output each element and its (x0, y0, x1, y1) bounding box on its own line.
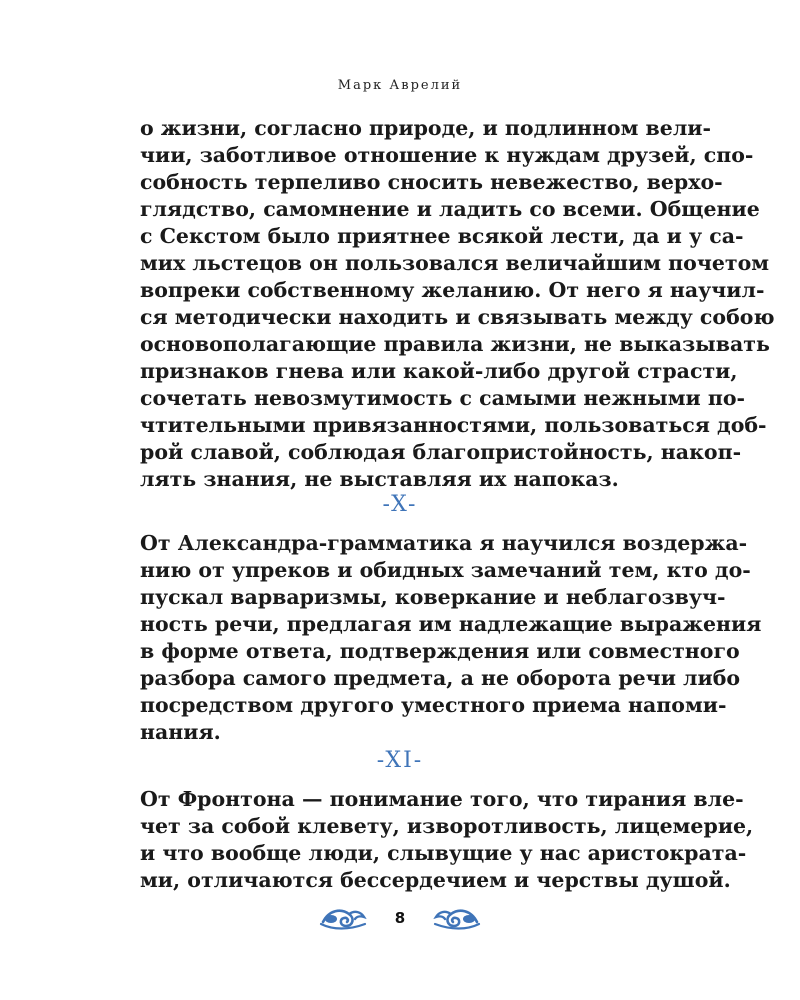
text-line: ность речи, предлагая им надлежащие выражения (140, 612, 762, 636)
flourish-right-icon (433, 904, 481, 932)
page-number: 8 (394, 909, 406, 927)
paragraph-2 (140, 530, 762, 746)
text-line: о жизни, согласно природе, и подлинном вели- (140, 116, 711, 140)
text-line: рой славой, соблюдая благопристойность, накоп- (140, 440, 742, 464)
text-line: пускал варваризмы, коверкание и неблагозвуч- (140, 585, 726, 609)
section-heading-xi: -XI- (376, 748, 424, 773)
section-heading-x: -X- (382, 492, 418, 517)
text-line: глядство, самомнение и ладить со всеми. Общение (140, 197, 760, 221)
text-line: признаков гнева или какой-либо другой страсти, (140, 359, 738, 383)
text-line: собность терпеливо сносить невежество, верхо- (140, 170, 723, 194)
text-line: нания. (140, 720, 221, 744)
text-line: чет за собой клевету, изворотливость, лицемерие, (140, 814, 754, 838)
text-line: мих льстецов он пользовался величайшим почетом (140, 251, 770, 275)
text-line: в форме ответа, подтверждения или совместного (140, 639, 740, 663)
text-line: ся методически находить и связывать между собою (140, 305, 775, 329)
running-header: Марк Аврелий (337, 78, 463, 93)
paragraph-3 (140, 786, 754, 894)
text-line: разбора самого предмета, а не оборота речи либо (140, 666, 741, 690)
text-line: От Александра-грамматика я научился воздержа- (140, 531, 748, 555)
text-line: нию от упреков и обидных замечаний тем, кто до- (140, 558, 751, 582)
text-line: ми, отличаются бессердечием и черствы душой. (140, 868, 731, 892)
text-line: лять знания, не выставляя их напоказ. (140, 467, 619, 491)
text-line: вопреки собственному желанию. От него я научил- (140, 278, 765, 302)
page-footer (0, 900, 800, 936)
paragraph-1 (140, 115, 775, 493)
text-line: чтительными привязанностями, пользоваться доб- (140, 413, 767, 437)
text-line: чии, заботливое отношение к нуждам друзей, спо- (140, 143, 754, 167)
text-line: От Фронтона — понимание того, что тирания вле- (140, 787, 744, 811)
text-line: с Секстом было приятнее всякой лести, да и у са- (140, 224, 744, 248)
text-line: сочетать невозмутимость с самыми нежными по- (140, 386, 746, 410)
text-line: и что вообще люди, слывущие у нас аристократа- (140, 841, 747, 865)
flourish-left-icon (319, 904, 367, 932)
text-line: основополагающие правила жизни, не выказывать (140, 332, 770, 356)
text-line: посредством другого уместного приема напоми- (140, 693, 727, 717)
